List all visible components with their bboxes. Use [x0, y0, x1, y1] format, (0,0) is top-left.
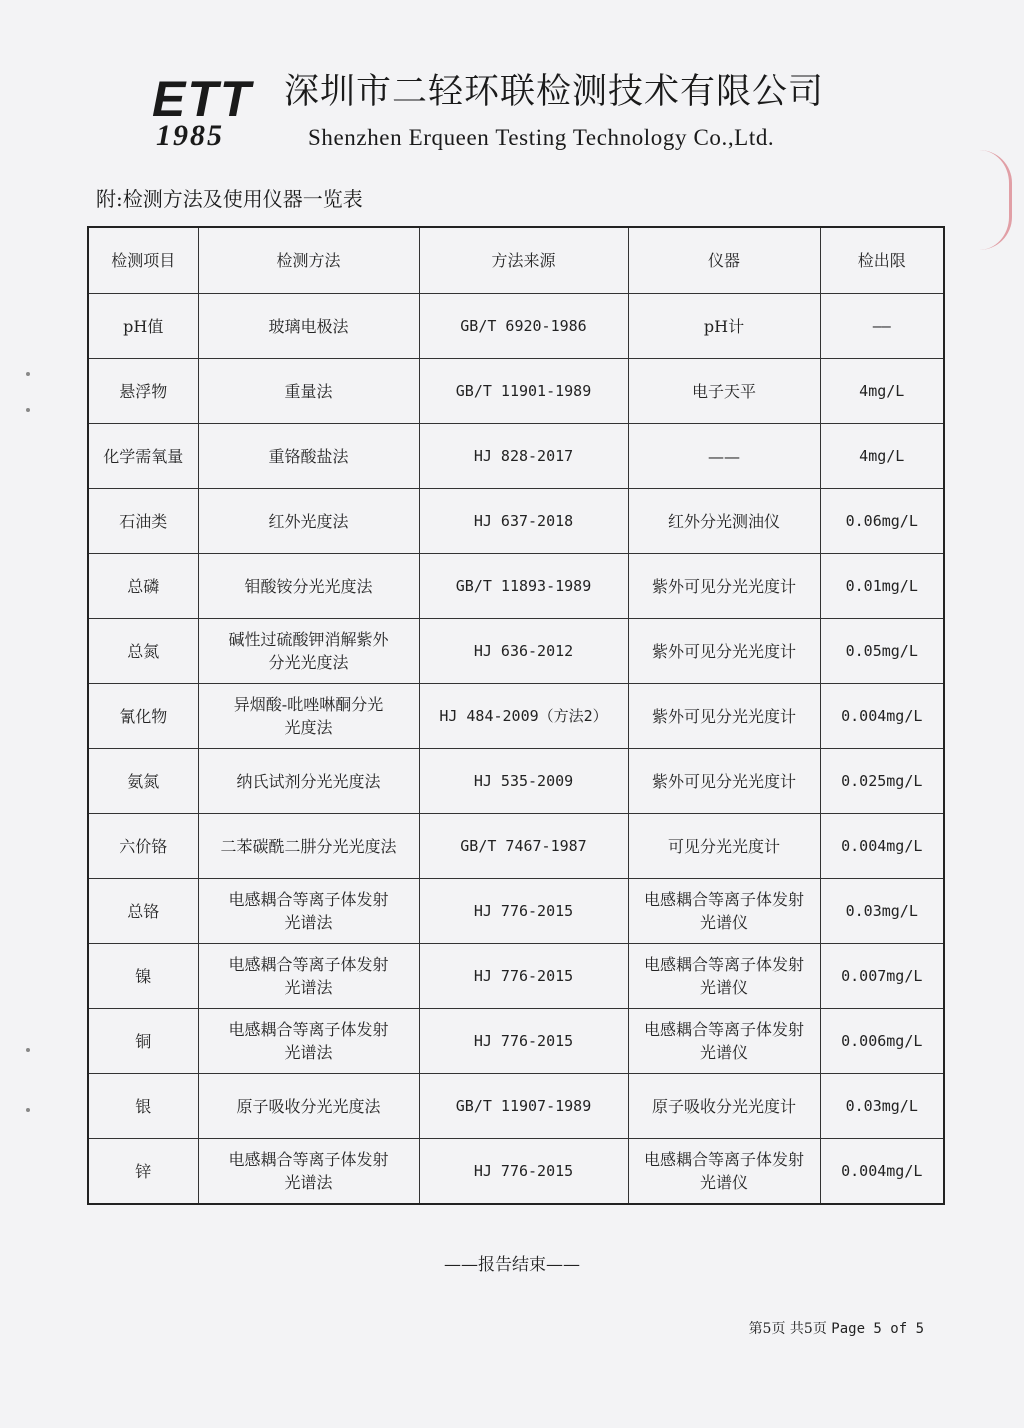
cell-instrument: [628, 1009, 820, 1074]
cell-limit-text: 0.006mg/L: [841, 1032, 923, 1050]
cell-instrument-text: pH计: [703, 316, 745, 336]
company-name-en: Shenzhen Erqueen Testing Technology Co.,Ltd.: [308, 125, 775, 150]
cell-item: [88, 554, 198, 619]
cell-limit-text: 0.03mg/L: [845, 1097, 918, 1115]
cell-source: [419, 294, 628, 359]
cell-source-text: GB/T 11893-1989: [455, 577, 592, 595]
cell-method: [198, 814, 419, 879]
cell-limit-text: 0.004mg/L: [841, 707, 923, 725]
page-number-cn: 第5页 共5页: [748, 1321, 827, 1337]
cell-source-text: HJ 776-2015: [473, 1162, 574, 1180]
punch-hole-mark: [26, 372, 30, 376]
cell-limit: [820, 1074, 944, 1139]
cell-instrument: [628, 489, 820, 554]
header-cell: 检测项目: [88, 227, 198, 294]
cell-method: [198, 359, 419, 424]
cell-limit: [820, 294, 944, 359]
cell-item: [88, 749, 198, 814]
cell-instrument-text: 紫外可见分光光度计: [651, 771, 796, 791]
cell-source: [419, 814, 628, 879]
table-row: [88, 814, 944, 879]
cell-item-text: 锌: [135, 1161, 152, 1181]
cell-source: [419, 359, 628, 424]
cell-instrument-text: 电感耦合等离子体发射光谱仪: [643, 1150, 804, 1192]
cell-instrument-text: 紫外可见分光光度计: [651, 641, 796, 661]
cell-source-text: HJ 776-2015: [473, 967, 574, 985]
cell-source-text: GB/T 7467-1987: [460, 837, 587, 855]
table-row: [88, 554, 944, 619]
cell-source: [419, 1139, 628, 1205]
cell-method-text: 原子吸收分光光度法: [236, 1096, 381, 1116]
cell-limit: [820, 1009, 944, 1074]
cell-instrument-text: 紫外可见分光光度计: [651, 706, 796, 726]
cell-method-text: 重铬酸盐法: [268, 446, 349, 466]
cell-source-text: HJ 636-2012: [473, 642, 574, 660]
cell-source-text: HJ 828-2017: [473, 447, 574, 465]
cell-source-text: HJ 535-2009: [473, 772, 574, 790]
cell-instrument-text: 可见分光光度计: [667, 836, 780, 856]
table-row: [88, 424, 944, 489]
cell-item-text: 总磷: [127, 576, 160, 596]
cell-item: [88, 489, 198, 554]
cell-item-text: 氨氮: [127, 771, 160, 791]
cell-limit: [820, 424, 944, 489]
cell-limit: [820, 749, 944, 814]
cell-source: [419, 1009, 628, 1074]
cell-method-text: 玻璃电极法: [268, 316, 349, 336]
table-row: [88, 944, 944, 1009]
cell-source: [419, 749, 628, 814]
cell-source-text: HJ 776-2015: [473, 1032, 574, 1050]
cell-limit: [820, 944, 944, 1009]
cell-item: [88, 879, 198, 944]
cell-source: [419, 489, 628, 554]
punch-hole-mark: [26, 1108, 30, 1112]
cell-limit: [820, 489, 944, 554]
table-row: [88, 1074, 944, 1139]
header-cell: 方法来源: [419, 227, 628, 294]
table-row: [88, 684, 944, 749]
company-logo: [152, 71, 272, 154]
cell-method-text: 纳氏试剂分光光度法: [236, 771, 381, 791]
cell-source: [419, 1074, 628, 1139]
cell-source: [419, 684, 628, 749]
cell-item: [88, 619, 198, 684]
cell-instrument-text: 紫外可见分光光度计: [651, 576, 796, 596]
table-row: [88, 1139, 944, 1205]
cell-method: [198, 489, 419, 554]
cell-instrument: [628, 1139, 820, 1205]
cell-instrument-text: 原子吸收分光光度计: [651, 1096, 796, 1116]
cell-item-text: 铜: [135, 1031, 152, 1051]
methods-table: [87, 226, 945, 1205]
cell-instrument: [628, 1074, 820, 1139]
cell-limit: [820, 1139, 944, 1205]
cell-source: [419, 619, 628, 684]
cell-instrument: [628, 879, 820, 944]
table-row: [88, 489, 944, 554]
cell-source: [419, 424, 628, 489]
cell-method-text: 电感耦合等离子体发射光谱法: [228, 1150, 389, 1192]
cell-method: [198, 294, 419, 359]
cell-instrument-text: ——: [708, 446, 740, 466]
cell-method-text: 异烟酸-吡唑啉酮分光光度法: [233, 695, 384, 737]
cell-method-text: 钼酸铵分光光度法: [244, 576, 373, 596]
cell-method: [198, 554, 419, 619]
cell-limit-text: 4mg/L: [859, 447, 905, 465]
logo-year: 1985: [156, 119, 224, 152]
cell-source: [419, 879, 628, 944]
cell-source-text: HJ 484-2009（方法2）: [439, 707, 608, 725]
cell-item-text: 银: [135, 1096, 152, 1116]
cell-method: [198, 879, 419, 944]
cell-source: [419, 554, 628, 619]
cell-instrument-text: 电感耦合等离子体发射光谱仪: [643, 890, 804, 932]
cell-instrument-text: 电感耦合等离子体发射光谱仪: [643, 955, 804, 997]
cell-item: [88, 424, 198, 489]
cell-item-text: 总氮: [127, 641, 160, 661]
cell-source-text: GB/T 6920-1986: [460, 317, 587, 335]
cell-item: [88, 1139, 198, 1205]
cell-item-text: pH值: [123, 316, 164, 336]
cell-limit-text: 0.004mg/L: [841, 1162, 923, 1180]
cell-limit-text: ——: [872, 317, 891, 335]
cell-source-text: GB/T 11901-1989: [455, 382, 592, 400]
cell-method-text: 红外光度法: [268, 511, 349, 531]
cell-item: [88, 294, 198, 359]
cell-limit: [820, 879, 944, 944]
page-number: [749, 1318, 924, 1340]
cell-item-text: 镍: [135, 966, 152, 986]
cell-limit-text: 0.06mg/L: [845, 512, 918, 530]
cell-item-text: 六价铬: [119, 836, 168, 856]
cell-limit: [820, 814, 944, 879]
table-row: [88, 359, 944, 424]
cell-item-text: 总铬: [127, 901, 160, 921]
cell-source-text: HJ 776-2015: [473, 902, 574, 920]
cell-method: [198, 684, 419, 749]
punch-hole-mark: [26, 408, 30, 412]
cell-limit-text: 0.004mg/L: [841, 837, 923, 855]
document-title: 附:检测方法及使用仪器一览表: [96, 187, 363, 211]
header-cell: 检测方法: [198, 227, 419, 294]
cell-method: [198, 1009, 419, 1074]
header-cell: 仪器: [628, 227, 820, 294]
cell-method-text: 电感耦合等离子体发射光谱法: [228, 890, 389, 932]
cell-instrument: [628, 424, 820, 489]
cell-item-text: 石油类: [119, 511, 168, 531]
report-end-note: ——报告结束——: [444, 1255, 580, 1275]
cell-method: [198, 1139, 419, 1205]
cell-item-text: 悬浮物: [119, 381, 168, 401]
cell-source-text: GB/T 11907-1989: [455, 1097, 592, 1115]
cell-limit-text: 4mg/L: [859, 382, 905, 400]
cell-limit: [820, 684, 944, 749]
cell-instrument-text: 电子天平: [691, 381, 756, 401]
table-row: [88, 1009, 944, 1074]
cell-method: [198, 749, 419, 814]
cell-source: [419, 944, 628, 1009]
cell-method-text: 重量法: [284, 381, 333, 401]
seal-stamp-edge: [979, 150, 1012, 250]
cell-limit-text: 0.01mg/L: [845, 577, 918, 595]
cell-instrument: [628, 359, 820, 424]
cell-method-text: 碱性过硫酸钾消解紫外分光光度法: [228, 630, 389, 672]
cell-method: [198, 424, 419, 489]
cell-instrument: [628, 749, 820, 814]
table-row: [88, 619, 944, 684]
cell-method-text: 电感耦合等离子体发射光谱法: [228, 955, 389, 997]
table-row: [88, 749, 944, 814]
cell-item: [88, 944, 198, 1009]
cell-item: [88, 1009, 198, 1074]
cell-instrument-text: 电感耦合等离子体发射光谱仪: [643, 1020, 804, 1062]
cell-limit-text: 0.007mg/L: [841, 967, 923, 985]
page-number-en: Page 5 of 5: [831, 1321, 924, 1337]
cell-instrument: [628, 554, 820, 619]
cell-method: [198, 1074, 419, 1139]
punch-hole-mark: [26, 1048, 30, 1052]
cell-item: [88, 684, 198, 749]
cell-limit: [820, 554, 944, 619]
cell-instrument: [628, 619, 820, 684]
table-row: [88, 294, 944, 359]
cell-instrument: [628, 684, 820, 749]
cell-item-text: 氰化物: [119, 706, 168, 726]
cell-item: [88, 359, 198, 424]
company-name-cn: 深圳市二轻环联检测技术有限公司: [284, 72, 825, 112]
cell-instrument: [628, 814, 820, 879]
cell-instrument: [628, 944, 820, 1009]
cell-limit: [820, 619, 944, 684]
cell-limit-text: 0.05mg/L: [845, 642, 918, 660]
cell-method: [198, 619, 419, 684]
cell-instrument-text: 红外分光测油仪: [667, 511, 780, 531]
table-header-row: [88, 227, 944, 294]
cell-item: [88, 1074, 198, 1139]
cell-limit-text: 0.03mg/L: [845, 902, 918, 920]
cell-limit-text: 0.025mg/L: [841, 772, 923, 790]
cell-source-text: HJ 637-2018: [473, 512, 574, 530]
logo-text: ETT: [152, 71, 253, 127]
cell-method-text: 电感耦合等离子体发射光谱法: [228, 1020, 389, 1062]
cell-limit: [820, 359, 944, 424]
header-cell: 检出限: [820, 227, 944, 294]
cell-item-text: 化学需氧量: [103, 446, 184, 466]
cell-instrument: [628, 294, 820, 359]
table-row: [88, 879, 944, 944]
cell-item: [88, 814, 198, 879]
cell-method: [198, 944, 419, 1009]
cell-method-text: 二苯碳酰二肼分光光度法: [220, 836, 397, 856]
